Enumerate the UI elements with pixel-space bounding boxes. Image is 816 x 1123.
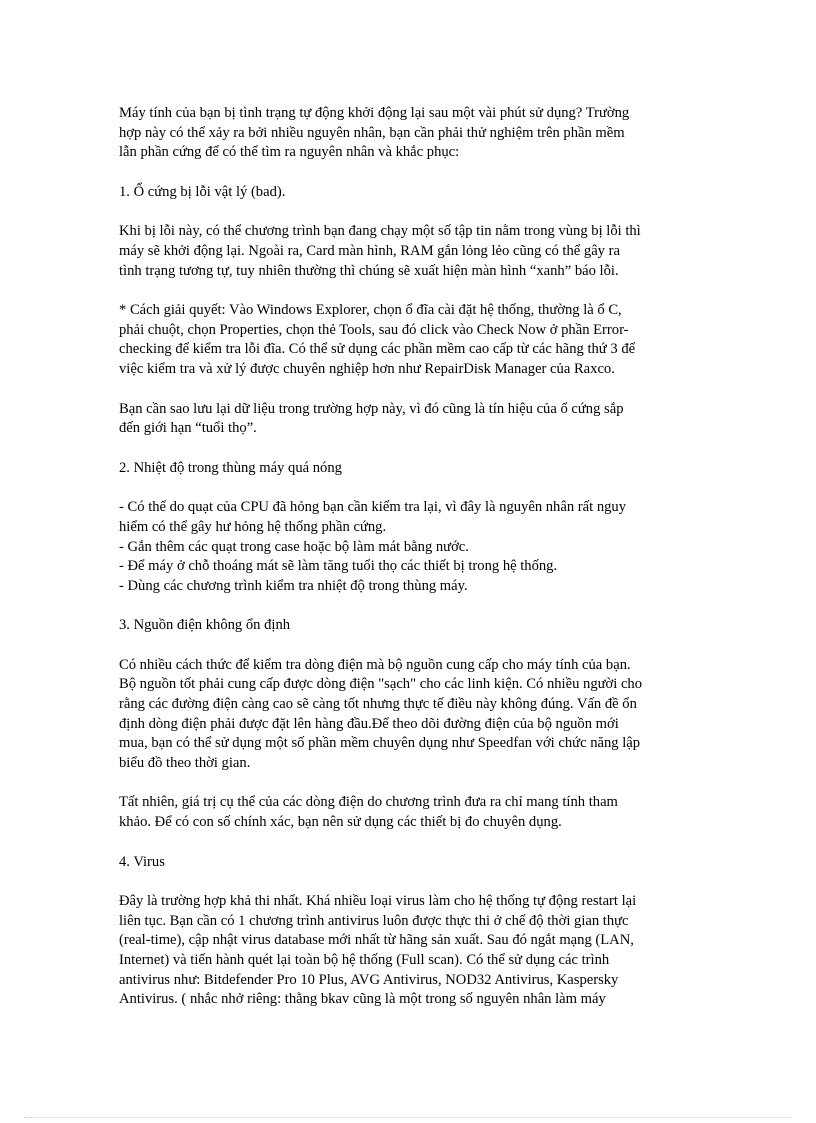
section-heading-3 <box>119 616 694 636</box>
text-line: checking để kiểm tra lỗi đĩa. Có thể sử dụng các phần mềm cao cấp từ các hãng thứ 3 để <box>119 341 636 358</box>
paragraph <box>119 400 694 439</box>
list-item: hiểm có thể gây hư hỏng hệ thống phần cứng. <box>119 518 387 535</box>
text-line: mua, bạn có thể sử dụng một số phần mềm chuyên dụng như Speedfan với chức năng lập <box>119 735 641 752</box>
bullet-list <box>119 498 694 596</box>
text-line: Có nhiều cách thức để kiểm tra dòng điện mà bộ nguồn cung cấp cho máy tính của bạn. <box>119 656 631 673</box>
text-line: rằng các đường điện càng cao sẽ càng tốt nhưng thực tế điều này không đúng. Vấn đề ổn <box>119 696 637 713</box>
text-line: * Cách giải quyết: Vào Windows Explorer, chọn ổ đĩa cài đặt hệ thống, thường là ổ C, <box>119 302 622 319</box>
paragraph <box>119 656 694 774</box>
text-line: phải chuột, chọn Properties, chọn thẻ Tools, sau đó click vào Check Now ở phần Error- <box>119 321 629 338</box>
text-line: Bạn cần sao lưu lại dữ liệu trong trường hợp này, vì đó cũng là tín hiệu của ổ cứng sắp <box>119 400 624 417</box>
text-line: Antivirus. ( nhắc nhở riêng: thằng bkav cũng là một trong số nguyên nhân làm máy <box>119 991 606 1008</box>
list-item: - Dùng các chương trình kiểm tra nhiệt độ trong thùng máy. <box>119 577 468 594</box>
text-line: (real-time), cập nhật virus database mới nhất từ hãng sản xuất. Sau đó ngắt mạng (LAN, <box>119 932 634 949</box>
text-line: hợp này có thể xảy ra bởi nhiều nguyên nhân, bạn cần phải thử nghiệm trên phần mềm <box>119 124 625 141</box>
section-heading-2 <box>119 459 694 479</box>
text-line: việc kiểm tra và xử lý được chuyên nghiệp hơn như RepairDisk Manager của Raxco. <box>119 360 615 377</box>
text-line: Bộ nguồn tốt phải cung cấp được dòng điện "sạch" cho các linh kiện. Có nhiều người cho <box>119 676 643 693</box>
paragraph <box>119 892 694 1010</box>
paragraph <box>119 301 694 379</box>
text-line: liên tục. Bạn cần có 1 chương trình antivirus luôn được thực thi ở chế độ thời gian thực <box>119 912 629 929</box>
section-heading-4 <box>119 853 694 873</box>
heading-text: 2. Nhiệt độ trong thùng máy quá nóng <box>119 459 342 476</box>
paragraph <box>119 793 694 832</box>
text-line: Internet) và tiến hành quét lại toàn bộ hệ thống (Full scan). Có thể sử dụng các trình <box>119 952 610 968</box>
heading-text: 3. Nguồn điện không ổn định <box>119 617 291 634</box>
paragraph <box>119 222 694 281</box>
text-line: lẫn phần cứng để có thể tìm ra nguyên nhân và khắc phục: <box>119 144 460 161</box>
heading-text: 4. Virus <box>119 853 165 870</box>
text-line: biểu đồ theo thời gian. <box>119 754 251 771</box>
intro-paragraph <box>119 104 694 163</box>
heading-text: 1. Ổ cứng bị lỗi vật lý (bad). <box>119 183 286 200</box>
list-item: - Có thể do quạt của CPU đã hỏng bạn cần kiểm tra lại, vì đây là nguyên nhân rất nguy <box>119 499 627 516</box>
document-body <box>119 104 694 1030</box>
text-line: máy sẽ khởi động lại. Ngoài ra, Card màn hình, RAM gắn lỏng lẻo cũng có thể gây ra <box>119 242 620 259</box>
page-bottom-divider <box>24 1117 792 1118</box>
list-item: - Gắn thêm các quạt trong case hoặc bộ làm mát bằng nước. <box>119 538 469 555</box>
text-line: Tất nhiên, giá trị cụ thể của các dòng điện do chương trình đưa ra chỉ mang tính tham <box>119 794 618 811</box>
section-heading-1 <box>119 183 694 203</box>
text-line: antivirus như: Bitdefender Pro 10 Plus, AVG Antivirus, NOD32 Antivirus, Kaspersky <box>119 971 619 988</box>
text-line: Đây là trường hợp khả thi nhất. Khá nhiều loại virus làm cho hệ thống tự động restart lại <box>119 893 637 910</box>
text-line: Máy tính của bạn bị tình trạng tự động khởi động lại sau một vài phút sử dụng? Trường <box>119 105 630 121</box>
text-line: đến giới hạn “tuổi thọ”. <box>119 420 257 437</box>
text-line: khảo. Để có con số chính xác, bạn nên sử dụng các thiết bị đo chuyên dụng. <box>119 814 562 831</box>
text-line: Khi bị lỗi này, có thể chương trình bạn đang chạy một số tập tin nằm trong vùng bị lỗi thì <box>119 223 641 240</box>
list-item: - Để máy ở chỗ thoáng mát sẽ làm tăng tuổi thọ các thiết bị trong hệ thống. <box>119 558 558 575</box>
text-line: tình trạng tương tự, tuy nhiên thường thì chúng sẽ xuất hiện màn hình “xanh” báo lỗi. <box>119 262 619 279</box>
text-line: định dòng điện phải được đặt lên hàng đầu.Để theo dõi đường điện của bộ nguồn mới <box>119 715 619 732</box>
